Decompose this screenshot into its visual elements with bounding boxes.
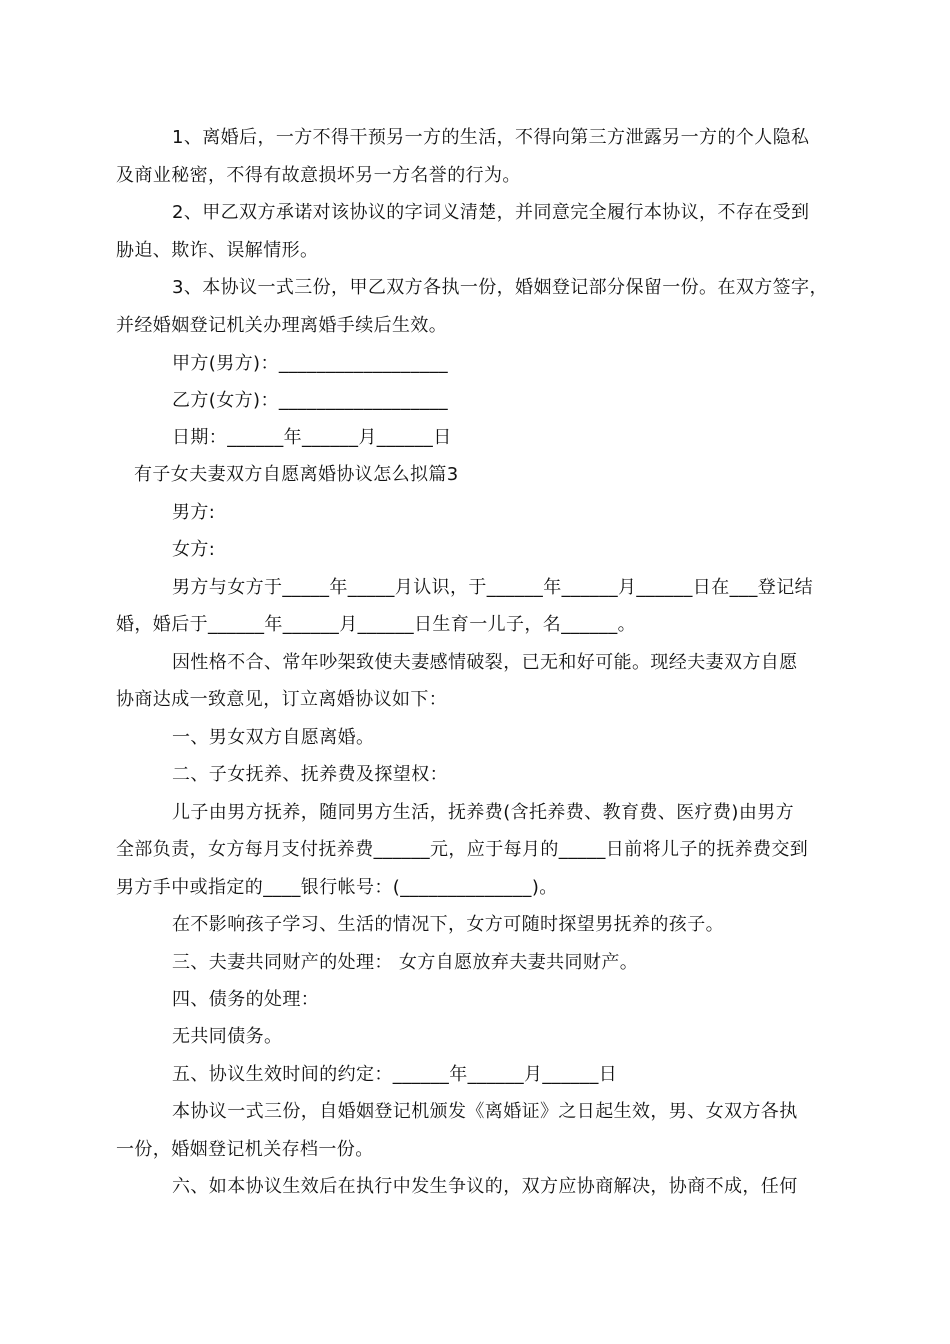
item-6-line-1: 六、如本协议生效后在执行中发生争议的，双方应协商解决，协商不成，任何 [172, 1176, 798, 1197]
party-b-signature: 乙方(女方)：__________________ [172, 390, 449, 411]
date-line: 日期：______年______月______日 [172, 427, 452, 448]
visitation-line: 在不影响孩子学习、生活的情况下，女方可随时探望男抚养的孩子。 [172, 914, 724, 935]
party-a-signature: 甲方(男方)：__________________ [172, 353, 449, 374]
effective-line-2: 一份，婚姻登记机关存档一份。 [116, 1139, 374, 1160]
effective-line-1: 本协议一式三份，自婚姻登记机颁发《离婚证》之日起生效，男、女双方各执 [172, 1101, 798, 1122]
clause-2-line-1: 2、甲乙双方承诺对该协议的字词义清楚，并同意完全履行本协议，不存在受到 [172, 202, 810, 223]
clause-2-line-2: 胁迫、欺诈、误解情形。 [116, 240, 319, 261]
custody-line-2: 全部负责，女方每月支付抚养费______元，应于每月的_____日前将儿子的抚养费交到 [116, 839, 809, 860]
female-party: 女方: [172, 539, 216, 560]
section-title: 有子女夫妻双方自愿离婚协议怎么拟篇3 [134, 464, 459, 485]
item-3: 三、夫妻共同财产的处理： 女方自愿放弃夫妻共同财产。 [172, 952, 639, 973]
item-2-heading: 二、子女抚养、抚养费及探望权： [172, 764, 448, 785]
reason-line-2: 协商达成一致意见，订立离婚协议如下： [116, 689, 448, 710]
clause-3-line-1: 3、本协议一式三份，甲乙双方各执一份，婚姻登记部分保留一份。在双方签字， [172, 277, 828, 298]
clause-1-line-2: 及商业秘密，不得有故意损坏另一方名誉的行为。 [116, 165, 521, 186]
male-party: 男方: [172, 502, 216, 523]
item-4-heading: 四、债务的处理： [172, 989, 320, 1010]
custody-line-1: 儿子由男方抚养，随同男方生活，抚养费(含托养费、教育费、医疗费)由男方 [172, 802, 795, 823]
clause-3-line-2: 并经婚姻登记机关办理离婚手续后生效。 [116, 315, 448, 336]
debt-line: 无共同债务。 [172, 1026, 283, 1047]
reason-line-1: 因性格不合、常年吵架致使夫妻感情破裂，已无和好可能。现经夫妻双方自愿 [172, 652, 798, 673]
marriage-line-2: 婚，婚后于______年______月______日生育一儿子，名______。 [116, 614, 636, 635]
marriage-line-1: 男方与女方于_____年_____月认识，于______年______月______日在___登记结 [172, 577, 813, 598]
custody-line-3: 男方手中或指定的____银行帐号：(______________)。 [116, 877, 558, 898]
item-1: 一、男女双方自愿离婚。 [172, 727, 375, 748]
item-5: 五、协议生效时间的约定：______年______月______日 [172, 1064, 618, 1085]
clause-1-line-1: 1、离婚后，一方不得干预另一方的生活，不得向第三方泄露另一方的个人隐私 [172, 127, 810, 148]
